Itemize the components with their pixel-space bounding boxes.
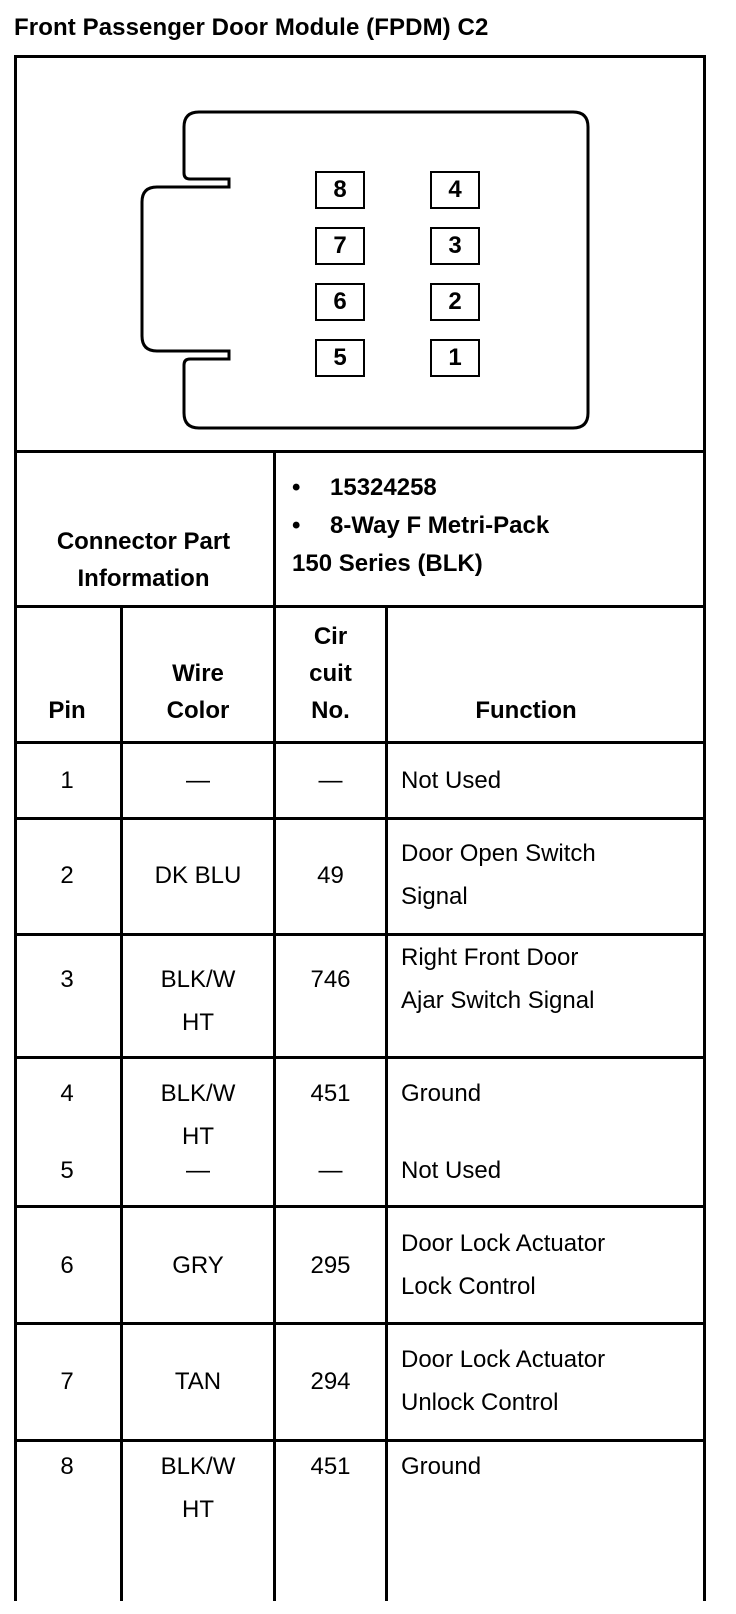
bullet-icon: • [292,474,301,501]
function-text: Ground [401,1453,482,1480]
divider-line [14,933,706,936]
wire-color: BLK/W [160,1453,236,1480]
pin-cavity-4: 4 [430,171,480,209]
wire-color: DK BLU [154,862,242,889]
part-series: 150 Series (BLK) [292,550,483,577]
function-text-line2: Unlock Control [401,1389,559,1416]
wire-color-line2: HT [182,1123,214,1150]
pin-cavity-8: 8 [315,171,365,209]
wire-color: — [186,767,210,794]
bullet-icon: • [292,512,301,539]
function-text-line2: Ajar Switch Signal [401,987,595,1014]
pin-number: 1 [60,767,74,794]
divider-line [14,1205,706,1208]
wire-color: — [186,1157,210,1184]
circuit-number: 451 [310,1080,351,1107]
part-info-label-line1: Connector Part [56,528,231,555]
circuit-number: 294 [310,1368,351,1395]
divider-line [14,450,706,453]
part-number: • 15324258 [292,474,437,501]
pin-number: 3 [60,966,74,993]
function-text: Not Used [401,767,502,794]
function-text: Door Open Switch [401,840,596,867]
pin-number: 4 [60,1080,74,1107]
header-function: Function [475,697,577,724]
pin-cavity-7: 7 [315,227,365,265]
wire-color: BLK/W [160,1080,236,1107]
header-wire-line1: Wire [172,660,224,687]
pin-cavity-5: 5 [315,339,365,377]
part-description: • 8-Way F Metri-Pack [292,512,550,539]
pin-cavity-3: 3 [430,227,480,265]
header-circuit-line3: No. [311,697,350,724]
divider-line [14,1056,706,1059]
header-circuit-line2: cuit [309,660,352,687]
pin-number: 7 [60,1368,74,1395]
circuit-number: 746 [310,966,351,993]
divider-line [273,450,276,1601]
function-text-line2: Signal [401,883,468,910]
wire-color-line2: HT [182,1496,214,1523]
function-text-line2: Lock Control [401,1273,536,1300]
circuit-number: — [318,767,343,794]
pin-number: 2 [60,862,74,889]
function-text: Ground [401,1080,482,1107]
wire-color: BLK/W [160,966,236,993]
divider-line [14,605,706,608]
pin-cavity-2: 2 [430,283,480,321]
pin-number: 8 [60,1453,74,1480]
wire-color: GRY [172,1252,224,1279]
wire-color-line2: HT [182,1009,214,1036]
page-title: Front Passenger Door Module (FPDM) C2 [14,14,489,41]
part-info-label-line2: Information [77,565,210,592]
pin-cavity-6: 6 [315,283,365,321]
circuit-number: — [318,1157,343,1184]
pin-number: 6 [60,1252,74,1279]
divider-line [14,741,706,744]
pin-cavity-1: 1 [430,339,480,377]
divider-line [385,605,388,1601]
function-text: Not Used [401,1157,502,1184]
divider-line [14,1322,706,1325]
circuit-number: 49 [317,862,344,889]
divider-line [14,817,706,820]
header-circuit-line1: Cir [313,623,348,650]
connector-outline [0,0,736,470]
circuit-number: 451 [310,1453,351,1480]
pin-number: 5 [60,1157,74,1184]
function-text: Door Lock Actuator [401,1230,606,1257]
header-wire-line2: Color [166,697,230,724]
function-text: Right Front Door [401,944,579,971]
wire-color: TAN [174,1368,222,1395]
function-text: Door Lock Actuator [401,1346,606,1373]
circuit-number: 295 [310,1252,351,1279]
header-pin: Pin [48,697,86,724]
divider-line [14,1439,706,1442]
connector-diagram [0,0,736,470]
connector-shell [142,112,588,428]
